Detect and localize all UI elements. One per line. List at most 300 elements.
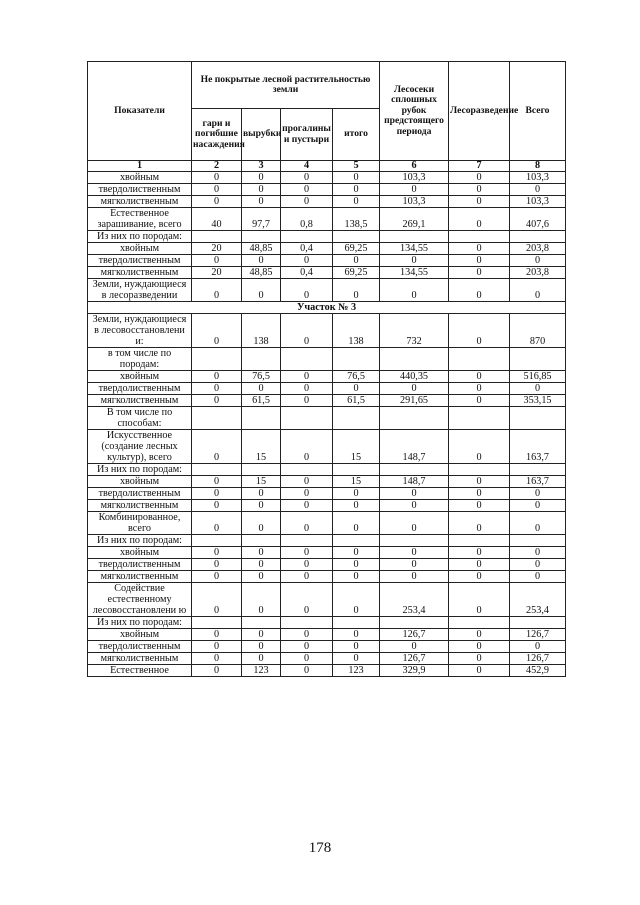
cell-value: 0: [449, 653, 510, 665]
cell-value: [242, 348, 281, 371]
cell-value: 20: [192, 267, 242, 279]
cell-value: 0: [281, 500, 333, 512]
cell-value: 103,3: [380, 172, 449, 184]
cell-value: 0: [333, 184, 380, 196]
row-label: Комбинированное, всего: [88, 512, 192, 535]
header-glades: прогалины и пустыри: [281, 109, 333, 161]
cell-value: 69,25: [333, 267, 380, 279]
column-number: 8: [510, 161, 566, 172]
cell-value: 138: [242, 314, 281, 348]
cell-value: 0: [449, 395, 510, 407]
cell-value: 0: [510, 383, 566, 395]
row-label: Земли, нуждающиеся в лесовосстановлени и:: [88, 314, 192, 348]
cell-value: 0: [281, 184, 333, 196]
table-row: [88, 172, 566, 184]
cell-value: 103,3: [510, 196, 566, 208]
cell-value: 0: [333, 196, 380, 208]
column-number: 2: [192, 161, 242, 172]
cell-value: 452,9: [510, 665, 566, 677]
cell-value: 0: [449, 512, 510, 535]
cell-value: 69,25: [333, 243, 380, 255]
cell-value: 0: [449, 196, 510, 208]
cell-value: [380, 535, 449, 547]
table-row: [88, 476, 566, 488]
cell-value: 0: [242, 488, 281, 500]
cell-value: [449, 407, 510, 430]
header-total: Всего: [510, 62, 566, 161]
row-label: в том числе по породам:: [88, 348, 192, 371]
cell-value: 0: [192, 547, 242, 559]
cell-value: 0: [242, 641, 281, 653]
cell-value: [281, 348, 333, 371]
cell-value: [380, 231, 449, 243]
cell-value: 0: [449, 629, 510, 641]
cell-value: 0: [510, 641, 566, 653]
cell-value: [242, 617, 281, 629]
cell-value: 48,85: [242, 243, 281, 255]
cell-value: 0: [281, 255, 333, 267]
cell-value: 0: [281, 314, 333, 348]
cell-value: 516,85: [510, 371, 566, 383]
cell-value: 0: [281, 512, 333, 535]
section-row-group: [88, 302, 566, 314]
cell-value: [380, 348, 449, 371]
cell-value: 15: [242, 476, 281, 488]
column-number: 6: [380, 161, 449, 172]
cell-value: 0: [510, 559, 566, 571]
table-row: [88, 571, 566, 583]
table-body-bottom: [88, 314, 566, 677]
cell-value: 0: [192, 255, 242, 267]
cell-value: [510, 231, 566, 243]
cell-value: 103,3: [380, 196, 449, 208]
cell-value: [281, 535, 333, 547]
table-row: [88, 255, 566, 267]
row-label: твердолиственным: [88, 641, 192, 653]
cell-value: 126,7: [380, 653, 449, 665]
cell-value: 0: [192, 196, 242, 208]
cell-value: 0: [333, 653, 380, 665]
table-row: [88, 665, 566, 677]
cell-value: 0: [242, 629, 281, 641]
cell-value: 0: [281, 371, 333, 383]
column-number: 1: [88, 161, 192, 172]
cell-value: 0: [333, 583, 380, 617]
table-row: [88, 231, 566, 243]
cell-value: [242, 535, 281, 547]
cell-value: [242, 407, 281, 430]
cell-value: 0: [333, 512, 380, 535]
cell-value: 0: [449, 314, 510, 348]
cell-value: 123: [242, 665, 281, 677]
section-title: Участок № 3: [88, 302, 566, 314]
cell-value: 269,1: [380, 208, 449, 231]
cell-value: [449, 348, 510, 371]
row-label: Земли, нуждающиеся в лесоразведении: [88, 279, 192, 302]
table-row: [88, 348, 566, 371]
cell-value: [510, 535, 566, 547]
cell-value: [192, 464, 242, 476]
row-label: Естественное: [88, 665, 192, 677]
cell-value: 407,6: [510, 208, 566, 231]
column-number: 4: [281, 161, 333, 172]
table-row: [88, 500, 566, 512]
row-label: хвойным: [88, 371, 192, 383]
row-label: мягколиственным: [88, 196, 192, 208]
cell-value: 0,8: [281, 208, 333, 231]
cell-value: [333, 407, 380, 430]
column-number-row: [88, 161, 566, 172]
row-label: твердолиственным: [88, 488, 192, 500]
cell-value: [192, 231, 242, 243]
cell-value: 0: [333, 641, 380, 653]
cell-value: 0: [449, 559, 510, 571]
cell-value: 0: [281, 488, 333, 500]
header-burned: гари и погибшие насаждения: [192, 109, 242, 161]
cell-value: 0: [242, 500, 281, 512]
row-label: хвойным: [88, 172, 192, 184]
cell-value: 0: [449, 500, 510, 512]
table-row: [88, 488, 566, 500]
cell-value: 0,4: [281, 267, 333, 279]
cell-value: 0: [449, 184, 510, 196]
header-not-covered-group: Не покрытые лесной растительностью земли: [192, 62, 380, 109]
cell-value: 148,7: [380, 430, 449, 464]
cell-value: 20: [192, 243, 242, 255]
cell-value: 0: [242, 571, 281, 583]
row-label: В том числе по способам:: [88, 407, 192, 430]
row-label: Из них по породам:: [88, 231, 192, 243]
row-label: Искусственное (создание лесных культур), всего: [88, 430, 192, 464]
cell-value: 0: [449, 641, 510, 653]
cell-value: 0: [281, 279, 333, 302]
cell-value: 0: [380, 488, 449, 500]
cell-value: 76,5: [242, 371, 281, 383]
row-label: мягколиственным: [88, 395, 192, 407]
cell-value: 15: [333, 430, 380, 464]
cell-value: [192, 617, 242, 629]
cell-value: 0: [192, 395, 242, 407]
cell-value: 0: [242, 172, 281, 184]
cell-value: 0: [281, 476, 333, 488]
table-row: [88, 243, 566, 255]
cell-value: 0: [510, 512, 566, 535]
cell-value: 0: [510, 571, 566, 583]
table-body-top: [88, 172, 566, 302]
cell-value: 0: [242, 583, 281, 617]
cell-value: 0: [333, 547, 380, 559]
row-label: твердолиственным: [88, 184, 192, 196]
cell-value: 0: [380, 547, 449, 559]
cell-value: 0: [449, 476, 510, 488]
cell-value: 0: [380, 279, 449, 302]
cell-value: [380, 617, 449, 629]
cell-value: 0: [192, 314, 242, 348]
table-row: [88, 629, 566, 641]
cell-value: 61,5: [333, 395, 380, 407]
table-row: [88, 583, 566, 617]
cell-value: 0: [449, 267, 510, 279]
cell-value: [333, 535, 380, 547]
cell-value: 0: [380, 383, 449, 395]
cell-value: 0: [380, 184, 449, 196]
cell-value: [449, 535, 510, 547]
cell-value: 0: [449, 583, 510, 617]
page-number: 178: [308, 840, 332, 856]
cell-value: 329,9: [380, 665, 449, 677]
cell-value: 291,65: [380, 395, 449, 407]
cell-value: 0: [333, 559, 380, 571]
cell-value: 0: [449, 383, 510, 395]
cell-value: 203,8: [510, 267, 566, 279]
cell-value: 0: [449, 547, 510, 559]
cell-value: [333, 231, 380, 243]
cell-value: 0: [510, 184, 566, 196]
cell-value: 732: [380, 314, 449, 348]
cell-value: 0,4: [281, 243, 333, 255]
cell-value: 0: [510, 488, 566, 500]
row-label: мягколиственным: [88, 653, 192, 665]
table-row: [88, 641, 566, 653]
cell-value: 163,7: [510, 476, 566, 488]
cell-value: [192, 407, 242, 430]
header-clearcut-areas: Лесосеки сплошных рубок предстоящего периода: [380, 62, 449, 161]
table-row: [88, 196, 566, 208]
cell-value: 0: [192, 653, 242, 665]
cell-value: [281, 407, 333, 430]
cell-value: 0: [333, 172, 380, 184]
cell-value: 0: [281, 430, 333, 464]
cell-value: 253,4: [380, 583, 449, 617]
cell-value: 0: [333, 383, 380, 395]
cell-value: 0: [510, 500, 566, 512]
cell-value: 0: [281, 172, 333, 184]
cell-value: [242, 231, 281, 243]
cell-value: 61,5: [242, 395, 281, 407]
cell-value: 0: [380, 641, 449, 653]
cell-value: 870: [510, 314, 566, 348]
column-number: 3: [242, 161, 281, 172]
cell-value: [510, 407, 566, 430]
cell-value: 76,5: [333, 371, 380, 383]
cell-value: 163,7: [510, 430, 566, 464]
cell-value: 134,55: [380, 267, 449, 279]
cell-value: [333, 617, 380, 629]
table-row: [88, 383, 566, 395]
cell-value: 0: [333, 629, 380, 641]
cell-value: 40: [192, 208, 242, 231]
table-row: [88, 184, 566, 196]
table-row: [88, 559, 566, 571]
row-label: мягколиственным: [88, 500, 192, 512]
row-label: твердолиственным: [88, 255, 192, 267]
cell-value: 0: [281, 383, 333, 395]
table-header: [88, 62, 566, 172]
cell-value: 0: [242, 196, 281, 208]
cell-value: 0: [333, 279, 380, 302]
cell-value: 148,7: [380, 476, 449, 488]
table-row: [88, 512, 566, 535]
column-number: 5: [333, 161, 380, 172]
table-row: [88, 407, 566, 430]
row-label: твердолиственным: [88, 383, 192, 395]
cell-value: 0: [192, 571, 242, 583]
cell-value: 0: [192, 629, 242, 641]
row-label: Из них по породам:: [88, 617, 192, 629]
cell-value: 203,8: [510, 243, 566, 255]
cell-value: 440,35: [380, 371, 449, 383]
cell-value: 0: [281, 559, 333, 571]
cell-value: [449, 617, 510, 629]
cell-value: 48,85: [242, 267, 281, 279]
cell-value: 0: [242, 279, 281, 302]
cell-value: 126,7: [510, 629, 566, 641]
table-row: [88, 314, 566, 348]
cell-value: 126,7: [380, 629, 449, 641]
cell-value: [449, 464, 510, 476]
cell-value: 0: [333, 571, 380, 583]
cell-value: 0: [333, 488, 380, 500]
cell-value: 0: [192, 184, 242, 196]
cell-value: 134,55: [380, 243, 449, 255]
forest-data-table: [87, 61, 566, 677]
cell-value: 0: [192, 279, 242, 302]
cell-value: 0: [510, 279, 566, 302]
cell-value: 0: [192, 383, 242, 395]
table-row: [88, 653, 566, 665]
cell-value: 0: [242, 184, 281, 196]
cell-value: [510, 464, 566, 476]
cell-value: [281, 231, 333, 243]
cell-value: 0: [242, 255, 281, 267]
cell-value: 353,15: [510, 395, 566, 407]
cell-value: 0: [281, 395, 333, 407]
cell-value: 138,5: [333, 208, 380, 231]
cell-value: [449, 231, 510, 243]
cell-value: 0: [192, 488, 242, 500]
row-label: хвойным: [88, 476, 192, 488]
cell-value: 0: [281, 629, 333, 641]
row-label: мягколиственным: [88, 267, 192, 279]
table-row: [88, 395, 566, 407]
table-row: [88, 267, 566, 279]
cell-value: 0: [510, 255, 566, 267]
cell-value: 0: [281, 641, 333, 653]
cell-value: 15: [333, 476, 380, 488]
cell-value: 0: [242, 383, 281, 395]
cell-value: 0: [192, 172, 242, 184]
cell-value: 0: [192, 583, 242, 617]
table-row: [88, 279, 566, 302]
row-label: Содействие естественному лесовосстановлени ю: [88, 583, 192, 617]
cell-value: 0: [449, 571, 510, 583]
header-cuttings: вырубки: [242, 109, 281, 161]
cell-value: 0: [449, 255, 510, 267]
row-label: твердолиственным: [88, 559, 192, 571]
cell-value: 126,7: [510, 653, 566, 665]
cell-value: [510, 348, 566, 371]
cell-value: 0: [449, 488, 510, 500]
cell-value: [281, 464, 333, 476]
cell-value: 0: [510, 547, 566, 559]
row-label: Из них по породам:: [88, 464, 192, 476]
cell-value: [242, 464, 281, 476]
row-label: мягколиственным: [88, 571, 192, 583]
header-subtotal: итого: [333, 109, 380, 161]
cell-value: [333, 348, 380, 371]
table-row: [88, 371, 566, 383]
cell-value: 0: [281, 547, 333, 559]
cell-value: 0: [192, 559, 242, 571]
cell-value: 0: [380, 571, 449, 583]
table-row: [88, 535, 566, 547]
cell-value: 0: [380, 512, 449, 535]
cell-value: 0: [449, 371, 510, 383]
cell-value: [281, 617, 333, 629]
header-afforestation: Лесоразведение: [449, 62, 510, 161]
cell-value: 0: [192, 371, 242, 383]
column-number: 7: [449, 161, 510, 172]
cell-value: 0: [281, 196, 333, 208]
cell-value: [380, 464, 449, 476]
row-label: хвойным: [88, 547, 192, 559]
cell-value: 0: [192, 430, 242, 464]
row-label: хвойным: [88, 629, 192, 641]
cell-value: 253,4: [510, 583, 566, 617]
table-row: [88, 430, 566, 464]
cell-value: 0: [449, 243, 510, 255]
cell-value: 0: [242, 559, 281, 571]
cell-value: 0: [449, 172, 510, 184]
cell-value: 0: [281, 571, 333, 583]
cell-value: [333, 464, 380, 476]
cell-value: [380, 407, 449, 430]
row-label: Естественное зарашивание, всего: [88, 208, 192, 231]
cell-value: 0: [281, 583, 333, 617]
header-indicators: Показатели: [88, 62, 192, 161]
cell-value: 0: [242, 547, 281, 559]
cell-value: 0: [333, 500, 380, 512]
cell-value: 0: [380, 559, 449, 571]
cell-value: 97,7: [242, 208, 281, 231]
cell-value: 0: [449, 665, 510, 677]
cell-value: 103,3: [510, 172, 566, 184]
cell-value: 0: [333, 255, 380, 267]
cell-value: [192, 348, 242, 371]
cell-value: 0: [380, 500, 449, 512]
cell-value: 123: [333, 665, 380, 677]
cell-value: 0: [192, 641, 242, 653]
table-row: [88, 617, 566, 629]
cell-value: 0: [449, 208, 510, 231]
table-row: [88, 208, 566, 231]
cell-value: 0: [449, 430, 510, 464]
row-label: хвойным: [88, 243, 192, 255]
cell-value: 0: [449, 279, 510, 302]
cell-value: 0: [242, 512, 281, 535]
cell-value: 0: [192, 476, 242, 488]
cell-value: 0: [281, 653, 333, 665]
cell-value: 0: [192, 500, 242, 512]
table-row: [88, 547, 566, 559]
cell-value: 0: [242, 653, 281, 665]
cell-value: 0: [281, 665, 333, 677]
table-row: [88, 464, 566, 476]
row-label: Из них по породам:: [88, 535, 192, 547]
cell-value: 0: [380, 255, 449, 267]
cell-value: 138: [333, 314, 380, 348]
cell-value: [192, 535, 242, 547]
